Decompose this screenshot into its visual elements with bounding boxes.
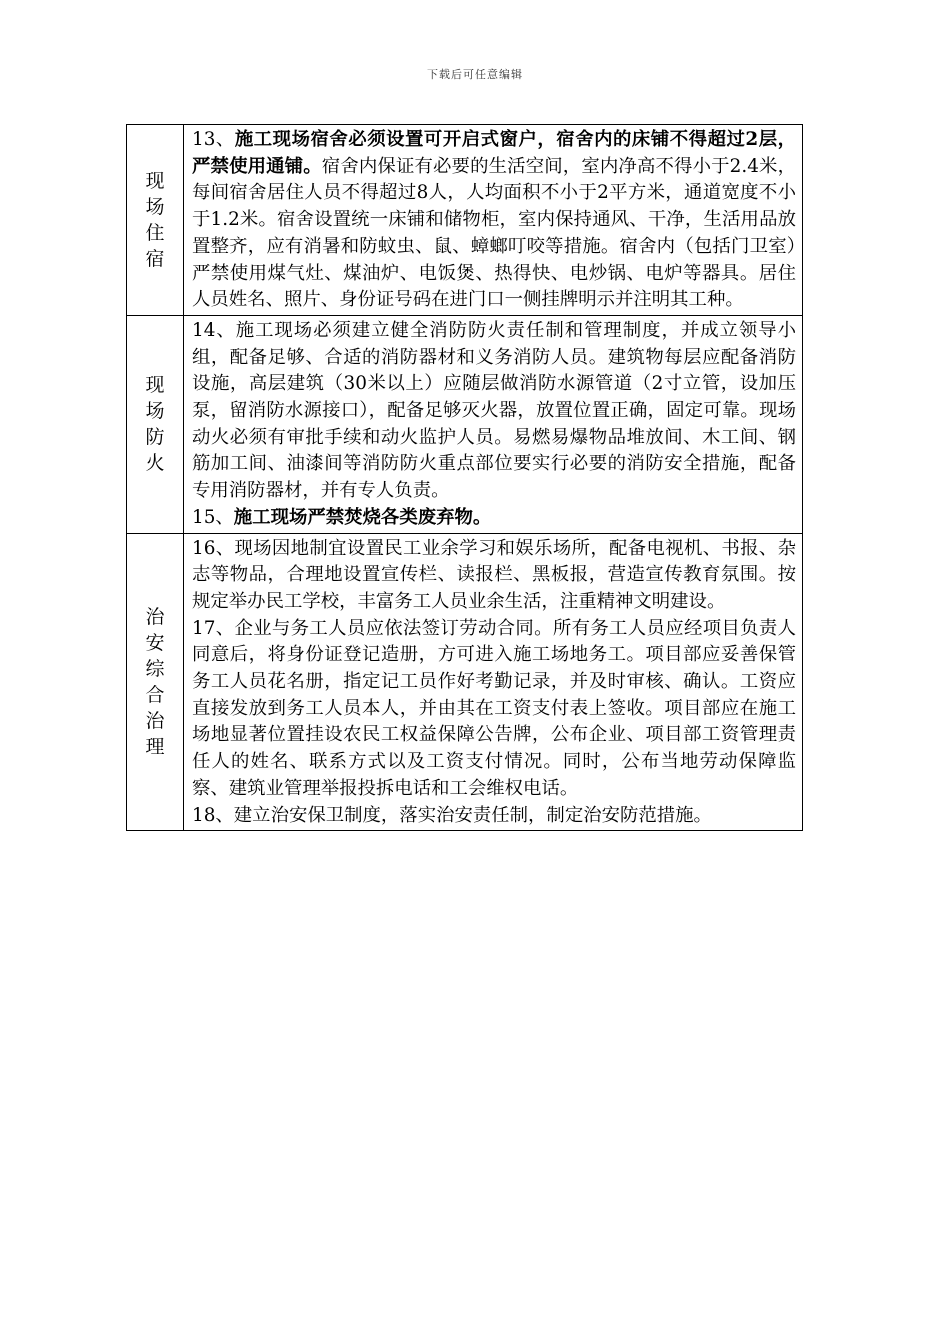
category-label: 现场住宿	[145, 169, 165, 270]
category-cell	[127, 125, 184, 316]
regulations-table	[126, 124, 803, 831]
body-text: 15、	[192, 506, 234, 528]
table-row	[127, 125, 803, 316]
content-cell	[184, 315, 803, 533]
regulations-body	[127, 125, 803, 831]
body-text: 17、企业与务工人员应依法签订劳动合同。所有务工人员应经项目负责人同意后，将身份证登记造册，方可进入施工场地务工。项目部应妥善保管务工人员花名册，指定记工员作好考勤记录，并及时审核、确认。工资应直接发放到务工人员本人，并由其在工资支付表上签收。项目部应在施工场地显著位置挂设农民工权益保障公告牌，公布企业、项目部工资管理责任人的姓名、联系方式以及工资支付情况。同时，公布当地劳动保障监察、建筑业管理举报投拆电话和工会维权电话。	[192, 617, 796, 799]
content-cell	[184, 125, 803, 316]
body-text: 13、	[192, 129, 235, 150]
bold-text: 施工现场宿舍必须设置可开启式窗户，宿舍内的床铺不得超过2层，严禁使用通铺。	[192, 129, 796, 177]
category-cell	[127, 315, 184, 533]
body-text: 18、建立治安保卫制度，落实治安责任制，制定治安防范措施。	[192, 804, 712, 826]
body-text: 宿舍内保证有必要的生活空间，室内净高不得小于2.4米，每间宿舍居住人员不得超过8人，人均面积不小于2平方米，通道宽度不小于1.2米。宿舍设置统一床铺和储物柜，室内保持通风、干净，生活用品放置整齐，应有消暑和防蚊虫、鼠、蟑螂叮咬等措施。宿舍内（包括门卫室）严禁使用煤气灶、煤油炉、电饭煲、热得快、电炒锅、电炉等器具。居住人员姓名、照片、身份证号码在进门口一侧挂牌明示并注明其工种。	[192, 155, 796, 311]
regulation-paragraph	[192, 318, 796, 505]
regulation-paragraph	[192, 536, 796, 616]
regulation-paragraph	[192, 616, 796, 803]
category-cell	[127, 533, 184, 831]
regulation-paragraph	[192, 127, 796, 314]
regulation-paragraph	[192, 505, 796, 532]
category-label: 治安综合治理	[145, 605, 165, 758]
table-row	[127, 533, 803, 831]
body-text: 16、现场因地制宜设置民工业余学习和娱乐场所，配备电视机、书报、杂志等物品，合理地设置宣传栏、读报栏、黑板报，营造宣传教育氛围。按规定举办民工学校，丰富务工人员业余生活，注重精神文明建设。	[192, 537, 796, 612]
content-cell	[184, 533, 803, 831]
bold-text: 施工现场严禁焚烧各类废弃物。	[233, 506, 492, 528]
page-header: 下载后可任意编辑	[427, 68, 523, 81]
regulation-paragraph	[192, 803, 796, 830]
category-label: 现场防火	[145, 374, 165, 475]
body-text: 14、施工现场必须建立健全消防防火责任制和管理制度，并成立领导小组，配备足够、合适的消防器材和义务消防人员。建筑物每层应配备消防设施，高层建筑（30米以上）应随层做消防水源管道（2寸立管，设加压泵，留消防水源接口），配备足够灭火器，放置位置正确，固定可靠。现场动火必须有审批手续和动火监护人员。易燃易爆物品堆放间、木工间、钢筋加工间、油漆间等消防防火重点部位要实行必要的消防安全措施，配备专用消防器材，并有专人负责。	[192, 319, 796, 502]
table-row	[127, 315, 803, 533]
